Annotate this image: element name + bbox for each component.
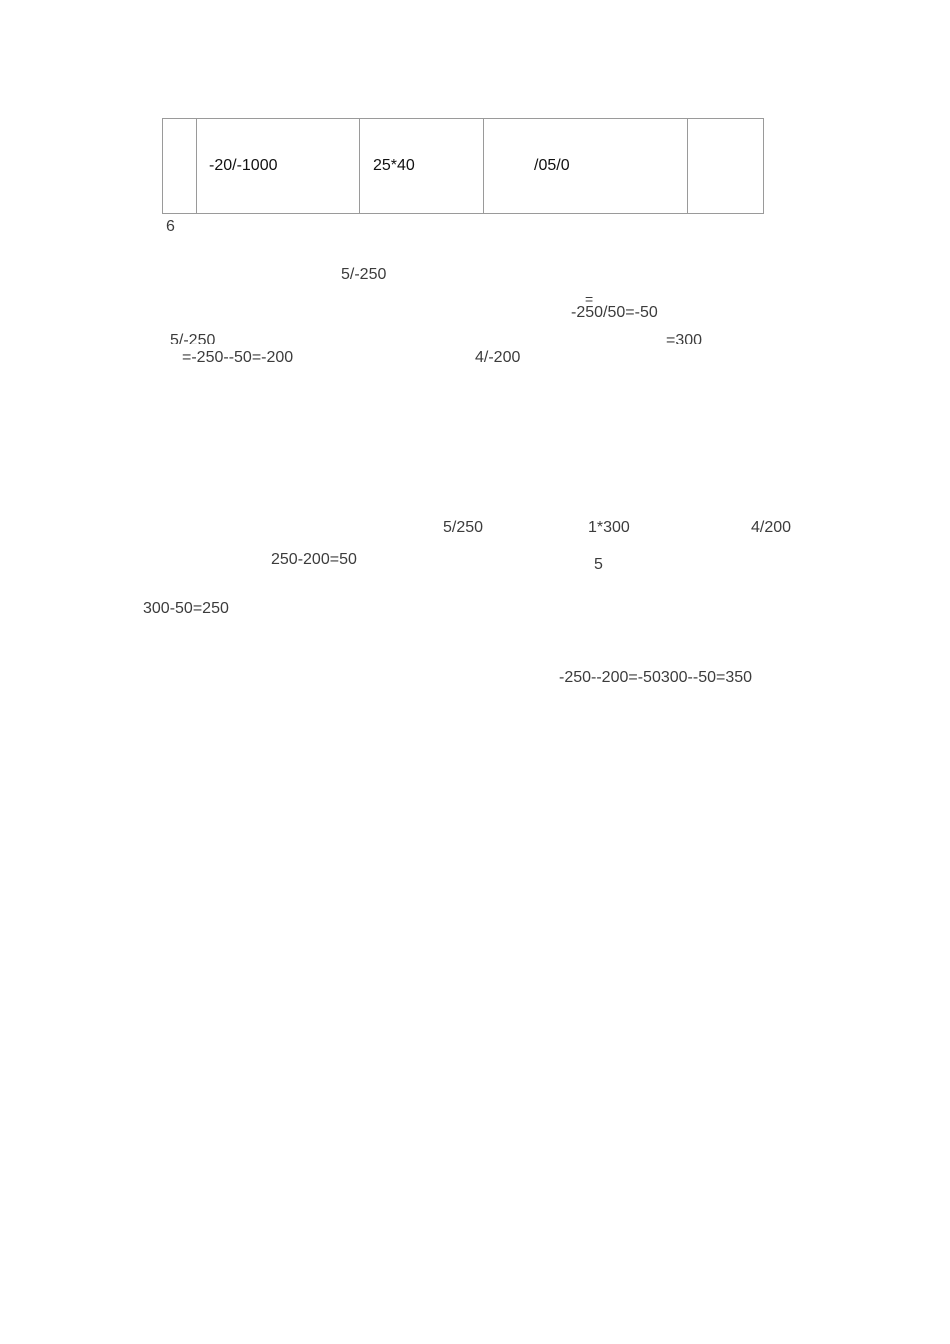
expression-text: 5 xyxy=(594,556,603,569)
table-row xyxy=(163,119,764,214)
table-cell xyxy=(163,119,197,214)
expression-text: 300-50=250 xyxy=(143,600,229,617)
expression-text: 5/-250 xyxy=(341,266,387,283)
expression-text: 4/-200 xyxy=(475,349,521,366)
expression-text: 250-200=50 xyxy=(271,551,357,568)
expression-text: 5/250 xyxy=(443,519,484,536)
expression-text: 4/200 xyxy=(751,519,792,536)
table-cell: 25*40 xyxy=(360,119,484,214)
clipped-text-box xyxy=(666,330,726,344)
expression-text: 1*300 xyxy=(588,519,630,536)
row-number: 6 xyxy=(166,218,175,235)
equals-mark: = xyxy=(585,291,594,307)
expression-text: -250--200=-50300--50=350 xyxy=(559,669,753,686)
expression-text: =-250--50=-200 xyxy=(182,349,294,366)
table-cell xyxy=(688,119,764,214)
expression-text: 5/-250 xyxy=(170,332,216,344)
expression-text: =300 xyxy=(666,332,703,344)
table-cell: /05/0 xyxy=(484,119,688,214)
clipped-text-box xyxy=(170,330,250,344)
data-table xyxy=(162,118,764,214)
table-cell: -20/-1000 xyxy=(197,119,360,214)
expression-text: -250/50=-50 xyxy=(571,304,658,321)
clipped-text-box xyxy=(594,556,614,569)
